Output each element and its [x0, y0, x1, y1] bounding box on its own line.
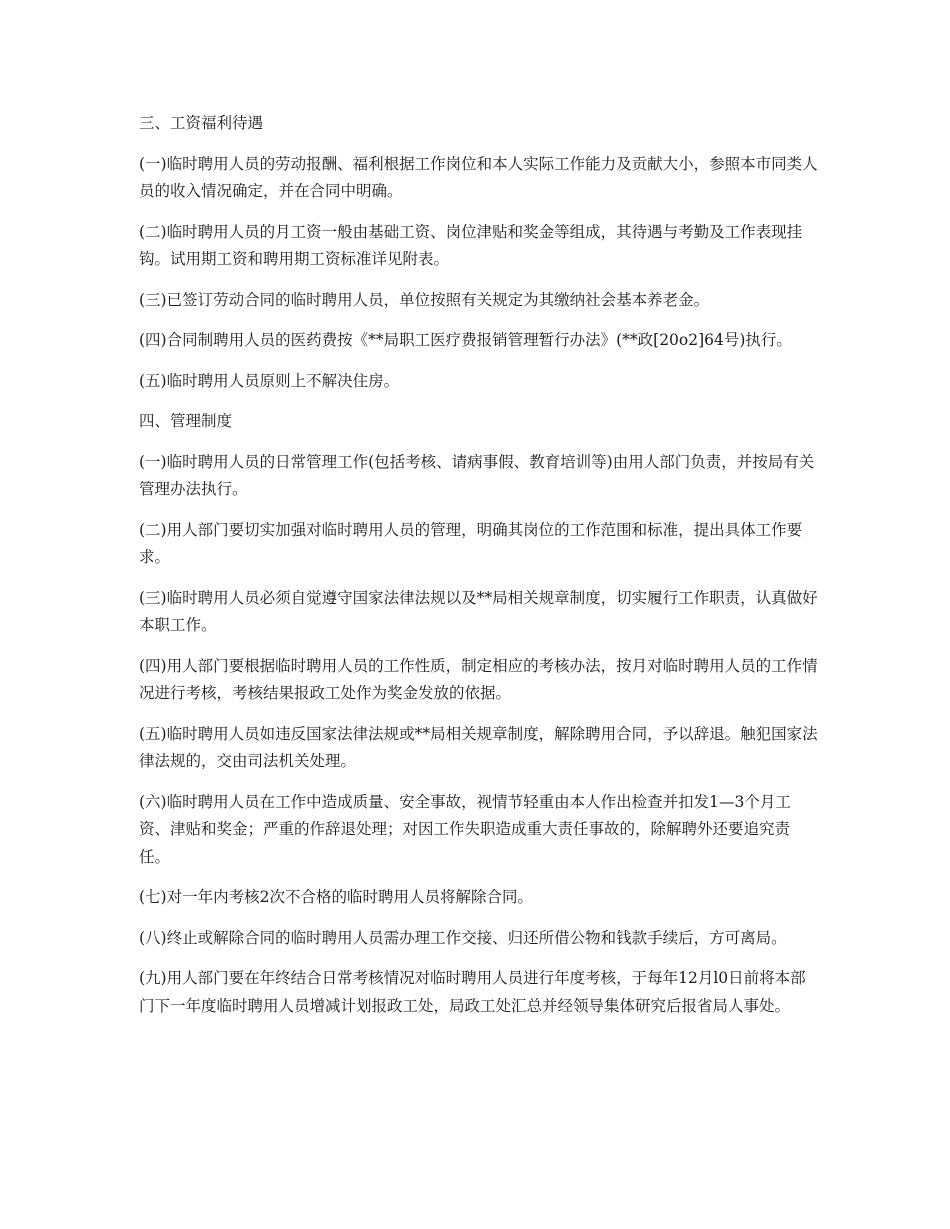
paragraph: (四)合同制聘用人员的医药费按《**局职工医疗费报销管理暂行办法》(**政[20o2]64号)执行。 [139, 331, 792, 349]
paragraph: (七)对一年内考核2次不合格的临时聘用人员将解除合同。 [139, 888, 533, 906]
paragraph: (一)临时聘用人员的劳动报酬、福利根据工作岗位和本人实际工作能力及贡献大小，参照本市同类人员的收入情况确定，并在合同中明确。 [139, 154, 818, 200]
paragraph: (四)用人部门要根据临时聘用人员的工作性质，制定相应的考核办法，按月对临时聘用人员的工作情况进行考核，考核结果报政工处作为奖金发放的依据。 [139, 656, 818, 702]
paragraph: (二)用人部门要切实加强对临时聘用人员的管理，明确其岗位的工作范围和标准，提出具体工作要求。 [139, 520, 803, 566]
paragraph: (六)临时聘用人员在工作中造成质量、安全事故，视情节轻重由本人作出检查并扣发1—3个月工资、津贴和奖金；严重的作辞退处理；对因工作失职造成重大责任事故的，除解聘外还要追究责任。 [139, 792, 791, 866]
paragraph: (二)临时聘用人员的月工资一般由基础工资、岗位津贴和奖金等组成，其待遇与考勤及工作表现挂钩。试用期工资和聘用期工资标准详见附表。 [139, 222, 803, 268]
paragraph: (五)临时聘用人员原则上不解决住房。 [139, 371, 400, 390]
paragraph: (九)用人部门要在年终结合日常考核情况对临时聘用人员进行年度考核，于每年12月l0日前将本部门下一年度临时聘用人员增减计划报政工处，局政工处汇总并经领导集体研究后报省局人事处。 [139, 969, 806, 1015]
document-page [139, 110, 819, 1033]
section-heading-wages: 三、工资福利待遇 [139, 114, 264, 132]
paragraph: (三)临时聘用人员必须自觉遵守国家法律法规以及**局相关规章制度，切实履行工作职责，认真做好本职工作。 [139, 588, 818, 634]
section-heading-management: 四、管理制度 [139, 412, 233, 430]
paragraph: (五)临时聘用人员如违反国家法律法规或**局相关规章制度，解除聘用合同，予以辞退。触犯国家法律法规的，交由司法机关处理。 [139, 724, 818, 770]
paragraph: (三)已签订劳动合同的临时聘用人员，单位按照有关规定为其缴纳社会基本养老金。 [139, 290, 710, 309]
paragraph: (一)临时聘用人员的日常管理工作(包括考核、请病事假、教育培训等)由用人部门负责，并按局有关管理办法执行。 [139, 452, 815, 498]
paragraph: (八)终止或解除合同的临时聘用人员需办理工作交接、归还所借公物和钱款手续后，方可离局。 [139, 928, 787, 947]
